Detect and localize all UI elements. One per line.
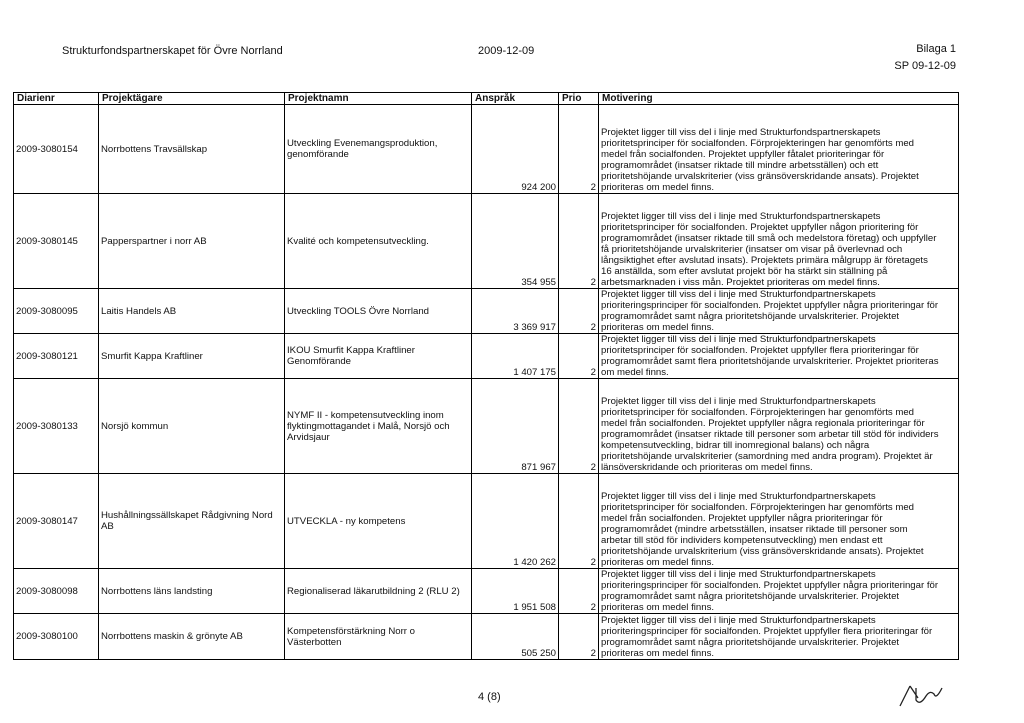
attachment-label: Bilaga 1 [916,43,956,55]
table-row [14,194,959,289]
table-row [14,105,959,194]
table-row [14,289,959,334]
page-number: 4 (8) [478,691,501,703]
cell-diarienr: 2009-3080098 [14,569,99,614]
cell-amount: 1 951 508 [472,569,559,614]
cell-project: UTVECKLA - ny kompetens [285,474,472,569]
motivation-text: Projektet ligger till viss del i linje med Strukturfondpartnerskapets prioriteringsprinciper för socialfonden. Projektet uppfyller flera prioriteringar för programområdet samt några prioritetshöjande urvalskriterier. Projektet prioriteras om medel finns. [601,615,933,659]
motivation-text: Projektet ligger till viss del i linje med Strukturfondpartnerskapets prioritetsprinciper för socialfonden. Förprojekteringen har genomförts med medel från socialfonden. Projektet uppfyller några prioriteringar för programområdet (mindre arbetsställen, insatser riktade till personer som arbetar till stöd för individers kompetensutveckling) men endast ett prioritetshöjande urvalskriterium (viss gränsöverskridande ansats). Projektet prioriteras om medel finns. [601,491,924,568]
cell-owner: Norsjö kommun [99,379,285,474]
document-date: 2009-12-09 [478,45,535,57]
cell-owner: Norrbottens maskin & grönyte AB [99,614,285,660]
cell-prio: 2 [559,194,599,289]
table-row [14,474,959,569]
column-header-prio: Prio [559,93,599,105]
cell-amount: 1 420 262 [472,474,559,569]
cell-diarienr: 2009-3080095 [14,289,99,334]
table-row [14,379,959,474]
column-header-motivation: Motivering [599,93,959,105]
cell-motivation [599,569,959,614]
cell-prio: 2 [559,379,599,474]
cell-project: NYMF II - kompetensutveckling inom flyktingmottagandet i Malå, Norsjö och Arvidsjaur [285,379,472,474]
table-row [14,334,959,379]
cell-prio: 2 [559,105,599,194]
cell-amount: 1 407 175 [472,334,559,379]
cell-motivation [599,289,959,334]
cell-owner: Hushållningssällskapet Rådgivning Nord AB [99,474,285,569]
cell-project: Utveckling TOOLS Övre Norrland [285,289,472,334]
cell-project: Utveckling Evenemangsproduktion, genomförande [285,105,472,194]
column-header-amount: Anspråk [472,93,559,105]
cell-amount: 354 955 [472,194,559,289]
project-table [13,92,959,660]
cell-owner: Laitis Handels AB [99,289,285,334]
motivation-text: Projektet ligger till viss del i linje med Strukturfondspartnerskapets prioritetsprinciper för socialfonden. Projektet uppfyller någon prioritering för programområdet (insatser riktade till små och medelstora företag) och uppfyller få prioritetshöjande urvalskriterier (insatser om visar på överlevnad och långsiktighet efter avslutad insats). Projektets primära målgrupp är företagets 16 anställda, som efter avslutat projekt bör ha stärkt sin ställning på arbetsmarknaden i viss mån. Projektet prioriteras om medel finns. [601,211,937,288]
table-row [14,614,959,660]
motivation-text: Projektet ligger till viss del i linje med Strukturfondpartnerskapets prioriteringsprinciper för socialfonden. Projektet uppfyller några prioriteringar för programområdet samt några prioritetshöjande urvalskriterier. Projektet prioriteras om medel finns. [601,289,939,333]
motivation-text: Projektet ligger till viss del i linje med Strukturfondpartnerskapets prioritetsprinciper för socialfonden. Förprojekteringen har genomförts med medel från socialfonden. Projektet uppfyller några regionala prioriteringar för programområdet (insatser riktade till personer som arbetar till stöd för individers kompetensutveckling, bidrar till inomregional balans) och några prioritetshöjande urvalskriterier (samordning med andra program). Projektet är länsöverskridande och prioriteras om medel finns. [601,396,939,473]
cell-diarienr: 2009-3080100 [14,614,99,660]
cell-owner: Papperspartner i norr AB [99,194,285,289]
cell-amount: 871 967 [472,379,559,474]
table-header-row [14,93,959,105]
cell-project: Regionaliserad läkarutbildning 2 (RLU 2) [285,569,472,614]
cell-amount: 924 200 [472,105,559,194]
cell-diarienr: 2009-3080154 [14,105,99,194]
cell-prio: 2 [559,614,599,660]
cell-diarienr: 2009-3080145 [14,194,99,289]
cell-project: Kvalité och kompetensutveckling. [285,194,472,289]
cell-motivation [599,614,959,660]
motivation-text: Projektet ligger till viss del i linje med Strukturfondspartnerskapets prioritetsprinciper för socialfonden. Förprojekteringen har genomförts med medel från socialfonden. Projektet uppfyller fåtalet prioriteringar för programområdet (insatser riktade till mindre arbetsställen) och ett prioritetshöjande urvalskriterier (viss gränsöverskridande ansats). Projektet prioriteras om medel finns. [601,127,919,193]
column-header-project: Projektnamn [285,93,472,105]
cell-project: Kompetensförstärkning Norr o Västerbotten [285,614,472,660]
cell-prio: 2 [559,334,599,379]
reference-label: SP 09-12-09 [894,60,956,72]
cell-amount: 505 250 [472,614,559,660]
cell-owner: Smurfit Kappa Kraftliner [99,334,285,379]
cell-motivation [599,474,959,569]
cell-diarienr: 2009-3080133 [14,379,99,474]
cell-owner: Norrbottens Travsällskap [99,105,285,194]
cell-project: IKOU Smurfit Kappa Kraftliner Genomförande [285,334,472,379]
motivation-text: Projektet ligger till viss del i linje med Strukturfondpartnerskapets prioritetsprinciper för socialfonden. Projektet uppfyller flera prioriteringar för programområdet samt flera prioritetshöjande urvalskriterier. Projektet prioriteras om medel finns. [601,334,939,378]
cell-motivation [599,105,959,194]
cell-diarienr: 2009-3080147 [14,474,99,569]
cell-amount: 3 369 917 [472,289,559,334]
cell-motivation [599,194,959,289]
cell-diarienr: 2009-3080121 [14,334,99,379]
column-header-diarienr: Diarienr [14,93,99,105]
table-row [14,569,959,614]
cell-motivation [599,334,959,379]
cell-motivation [599,379,959,474]
cell-owner: Norrbottens läns landsting [99,569,285,614]
column-header-owner: Projektägare [99,93,285,105]
document-organization: Strukturfondspartnerskapet för Övre Norrland [62,45,283,57]
motivation-text: Projektet ligger till viss del i linje med Strukturfondpartnerskapets prioriteringsprinciper för socialfonden. Projektet uppfyller några prioriteringar för programområdet samt några prioritetshöjande urvalskriterier. Projektet prioriteras om medel finns. [601,569,939,613]
cell-prio: 2 [559,474,599,569]
cell-prio: 2 [559,289,599,334]
handwritten-signature [896,680,944,708]
cell-prio: 2 [559,569,599,614]
